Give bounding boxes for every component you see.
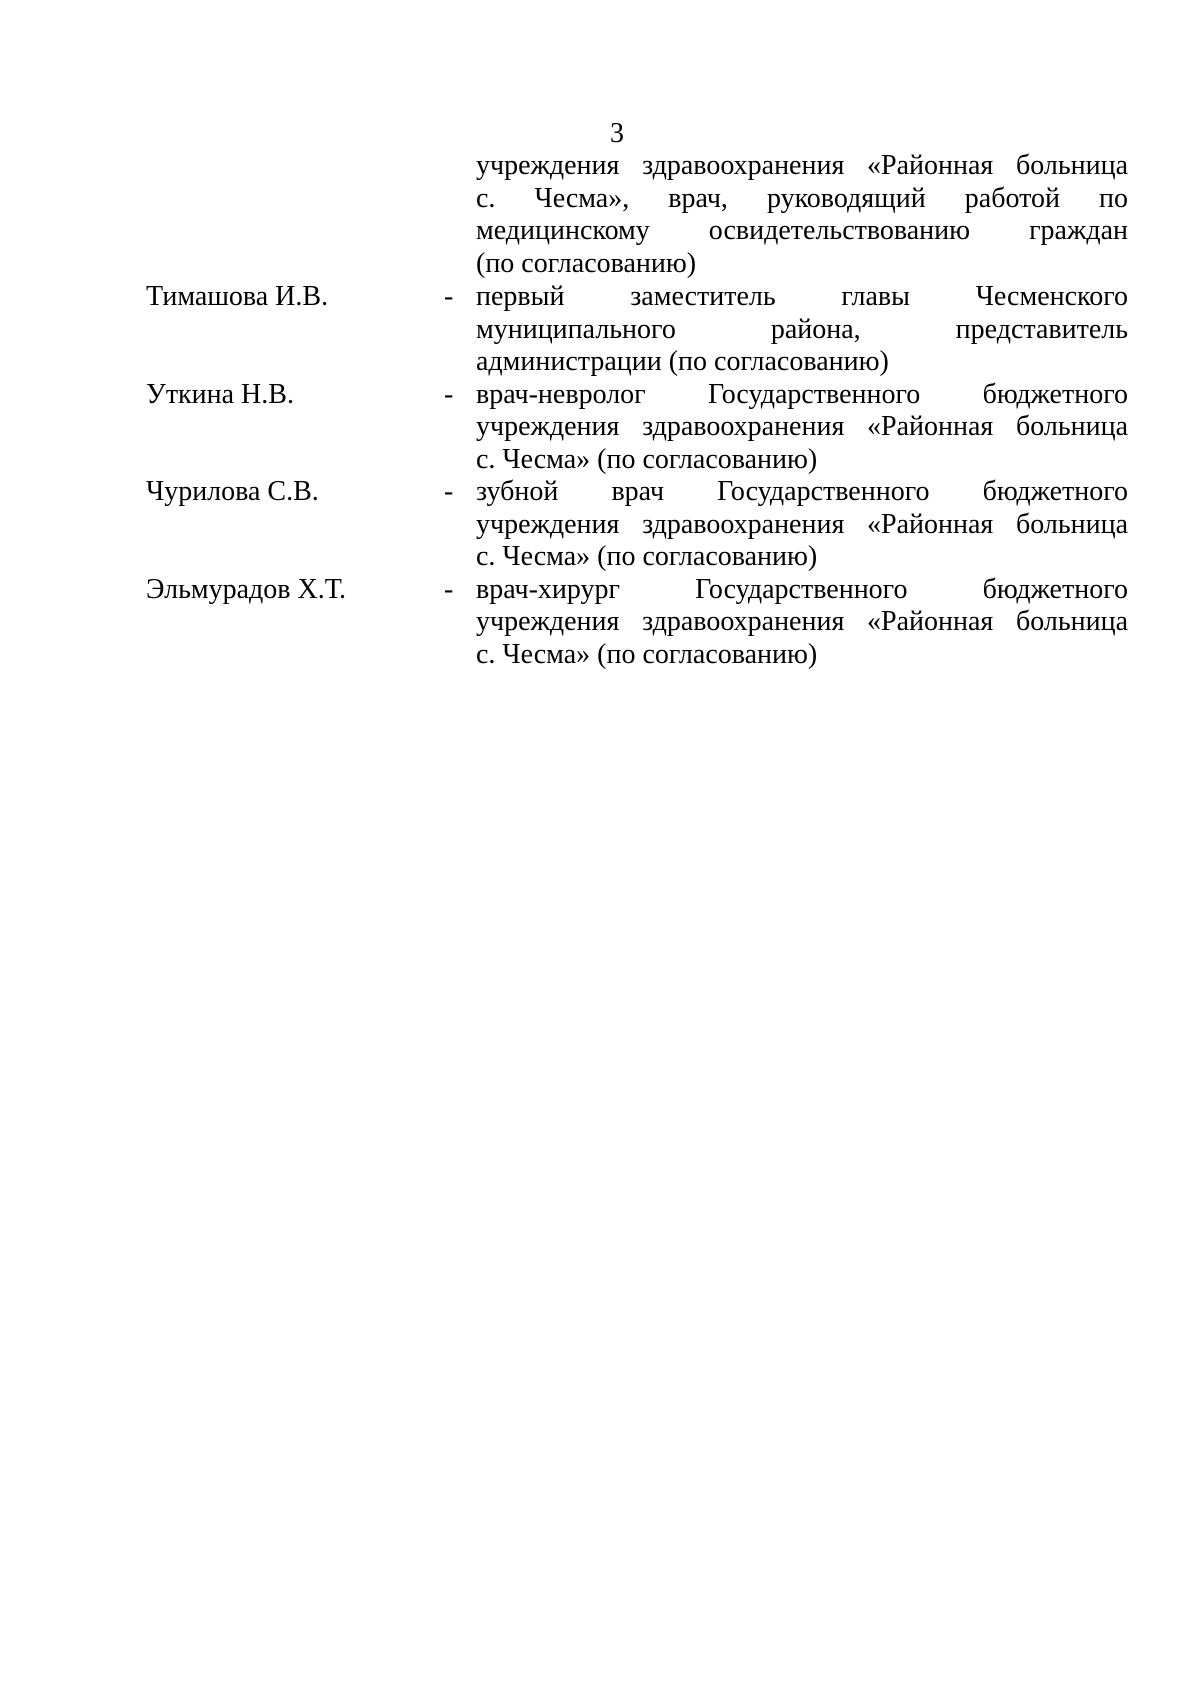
member-entry — [146, 281, 1128, 379]
member-description-line: учреждения здравоохранения «Районная больница — [476, 411, 1128, 442]
member-description-line: врач-невролог Государственного бюджетного — [476, 378, 1128, 410]
member-dash: - — [444, 573, 454, 605]
member-entry — [146, 574, 1128, 672]
member-description-line: врач-хирург Государственного бюджетного — [476, 573, 1128, 605]
member-entry — [146, 476, 1128, 574]
intro-line: медицинскому освидетельствованию граждан — [476, 215, 1128, 246]
intro-line: учреждения здравоохранения «Районная больница — [476, 150, 1128, 181]
member-description — [476, 281, 1128, 379]
member-name: Эльмурадов Х.Т. — [146, 573, 346, 605]
member-description-line: учреждения здравоохранения «Районная больница — [476, 508, 1128, 540]
member-description-line: первый заместитель главы Чесменского — [476, 281, 1128, 312]
member-description — [476, 574, 1128, 672]
member-dash: - — [444, 476, 454, 507]
member-entry — [146, 379, 1128, 477]
member-description-line: учреждения здравоохранения «Районная больница — [476, 606, 1128, 637]
member-description-line: зубной врач Государственного бюджетного — [476, 476, 1128, 507]
member-name: Уткина Н.В. — [146, 378, 294, 410]
member-description — [476, 379, 1128, 477]
member-description-line: с. Чесма» (по согласованию) — [476, 443, 818, 475]
member-description-line: с. Чесма» (по согласованию) — [476, 638, 818, 670]
member-name: Тимашова И.В. — [146, 281, 329, 312]
members-list — [146, 281, 1128, 671]
member-description-line: администрации (по согласованию) — [476, 346, 889, 377]
member-name: Чурилова С.В. — [146, 476, 319, 507]
page-number: 3 — [610, 118, 624, 149]
intro-continuation — [476, 150, 1128, 280]
intro-line: (по согласованию) — [476, 247, 697, 279]
member-description-line: с. Чесма» (по согласованию) — [476, 541, 818, 572]
member-description-line: муниципального района, представитель — [476, 313, 1128, 345]
intro-line: с. Чесма», врач, руководящий работой по — [476, 182, 1128, 214]
member-description — [476, 476, 1128, 574]
member-dash: - — [444, 378, 454, 410]
member-dash: - — [444, 281, 454, 312]
